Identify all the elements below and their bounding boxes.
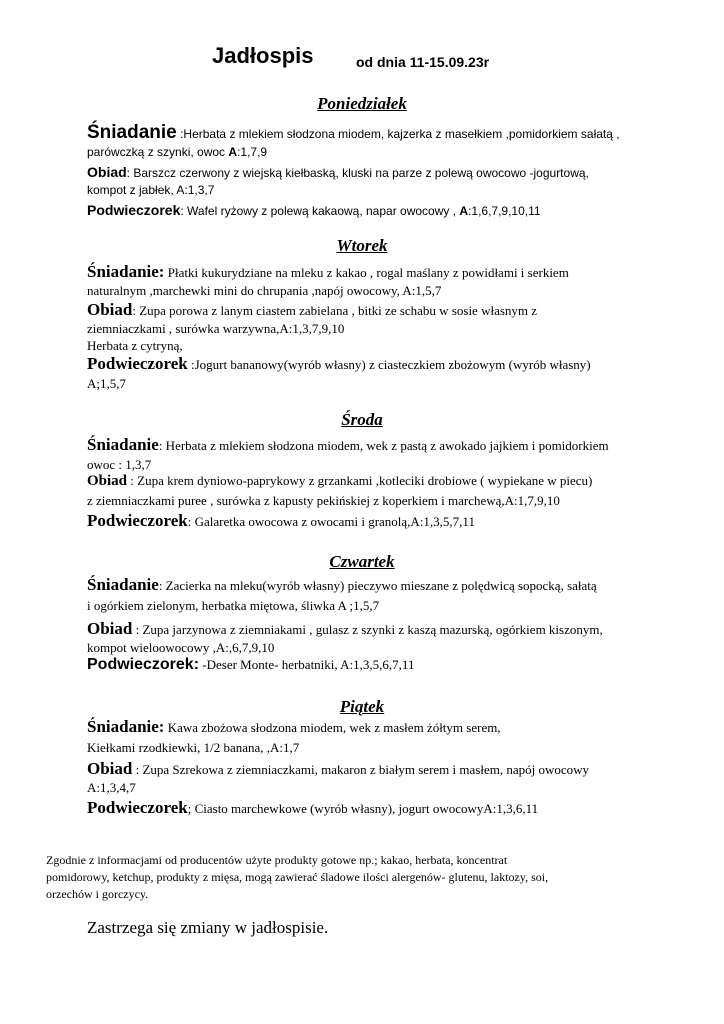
lunch-label: Obiad xyxy=(87,473,128,489)
allergen-label: A xyxy=(459,204,469,218)
monday-breakfast xyxy=(87,122,620,144)
lunch-label: Obiad xyxy=(87,164,127,180)
snack-label: Podwieczorek: xyxy=(87,656,200,673)
snack-text: -Deser Monte- herbatniki, A:1,3,5,6,7,11 xyxy=(199,657,415,672)
friday-lunch-cont: A:1,3,4,7 xyxy=(87,780,136,795)
monday-breakfast-cont xyxy=(87,145,267,159)
day-heading-friday: Piątek xyxy=(339,697,385,716)
snack-label: Podwieczorek xyxy=(87,354,188,373)
breakfast-text: :Herbata z mlekiem słodzona miodem, kajzerka z masełkiem ,pomidorkiem sałatą , xyxy=(176,127,620,141)
snack-text: :Jogurt bananowy(wyrób własny) z ciasteczkiem zbożowym (wyrób własny) xyxy=(187,357,591,372)
snack-text: : Galaretka owocowa z owocami i granolą,A:1,3,5,7,11 xyxy=(187,514,475,529)
monday-lunch-cont: kompot z jabłek, A:1,3,7 xyxy=(87,183,215,197)
lunch-label: Obiad xyxy=(87,300,133,319)
thursday-breakfast-cont: i ogórkiem zielonym, herbatka miętowa, śliwka A ;1,5,7 xyxy=(87,598,380,613)
tuesday-snack-cont: A;1,5,7 xyxy=(87,376,126,391)
wednesday-lunch xyxy=(87,473,592,490)
friday-breakfast xyxy=(87,717,501,737)
friday-breakfast-cont: Kiełkami rzodkiewki, 1/2 banana, ,A:1,7 xyxy=(87,740,300,755)
breakfast-label: Śniadanie xyxy=(87,122,177,143)
tuesday-lunch xyxy=(87,300,537,320)
breakfast-text: Kawa zbożowa słodzona miodem, wek z masłem żółtym serem, xyxy=(164,720,501,735)
thursday-lunch xyxy=(87,619,603,639)
lunch-label: Obiad xyxy=(87,759,133,778)
allergen-list: :1,7,9 xyxy=(237,145,268,159)
snack-text: ; Ciasto marchewkowe (wyrób własny), jogurt owocowyA:1,3,6,11 xyxy=(187,801,539,816)
wednesday-lunch-cont: z ziemniaczkami puree , surówka z kapusty pekińskiej z koperkiem i marchewą,A:1,7,9,10 xyxy=(87,493,560,508)
thursday-snack xyxy=(87,656,414,674)
lunch-text: : Zupa krem dyniowo-paprykowy z grzankami ,kotleciki drobiowe ( wypiekane w piecu) xyxy=(127,473,593,488)
snack-text: : Wafel ryżowy z polewą kakaową, napar owocowy , xyxy=(180,204,460,218)
menu-change-disclaimer: Zastrzega się zmiany w jadłospisie. xyxy=(87,918,329,937)
monday-lunch xyxy=(87,164,589,180)
thursday-breakfast xyxy=(87,575,597,595)
wednesday-breakfast-cont: owoc : 1,3,7 xyxy=(87,457,152,472)
tuesday-breakfast-cont: naturalnym ,marchewki mini do chrupania ,napój owocowy, A:1,5,7 xyxy=(87,283,442,298)
breakfast-text: Płatki kukurydziane na mleku z kakao , rogal maślany z powidłami i serkiem xyxy=(164,265,569,280)
breakfast-label: Śniadanie xyxy=(87,575,159,594)
lunch-text: : Zupa porowa z lanym ciastem zabielana , bitki ze schabu w sosie własnym z xyxy=(132,303,538,318)
friday-snack xyxy=(87,798,538,818)
breakfast-label: Śniadanie: xyxy=(87,717,165,736)
snack-label: Podwieczorek xyxy=(87,202,181,218)
day-heading-wednesday: Środa xyxy=(341,410,383,429)
tuesday-lunch-cont2: Herbata z cytryną, xyxy=(87,338,183,353)
tuesday-breakfast xyxy=(87,262,569,282)
tuesday-snack xyxy=(87,354,591,374)
breakfast-text-cont: parówczką z szynki, owoc xyxy=(87,145,229,159)
day-heading-monday: Poniedziałek xyxy=(317,94,407,113)
breakfast-label: Śniadanie xyxy=(87,435,159,454)
allergen-label: A xyxy=(228,145,238,159)
snack-label: Podwieczorek xyxy=(87,511,188,530)
lunch-label: Obiad xyxy=(87,619,133,638)
day-heading-thursday: Czwartek xyxy=(329,552,395,571)
date-range: od dnia 11-15.09.23r xyxy=(356,54,490,70)
page-title: Jadłospis xyxy=(212,43,314,68)
breakfast-text: : Herbata z mlekiem słodzona miodem, wek z pastą z awokado jajkiem i pomidorkiem xyxy=(158,438,609,453)
allergen-note-line1: Zgodnie z informacjami od producentów użyte produkty gotowe np.; kakao, herbata, koncentrat xyxy=(46,853,508,867)
friday-lunch xyxy=(87,759,589,779)
tuesday-lunch-cont: ziemniaczkami , surówka warzywna,A:1,3,7,9,10 xyxy=(87,321,345,336)
lunch-text: : Zupa Szrekowa z ziemniaczkami, makaron z białym serem i masłem, napój owocowy xyxy=(132,762,590,777)
allergen-list: :1,6,7,9,10,11 xyxy=(468,204,541,218)
monday-snack xyxy=(87,202,541,218)
day-heading-tuesday: Wtorek xyxy=(336,236,388,255)
lunch-text: : Barszcz czerwony z wiejską kiełbaską, kluski na parze z polewą owocowo -jogurtową, xyxy=(126,166,589,180)
snack-label: Podwieczorek xyxy=(87,798,188,817)
allergen-note-line2: pomidorowy, ketchup, produkty z mięsa, mogą zawierać śladowe ilości alergenów- glutenu, laktozy, soi, xyxy=(46,870,549,884)
wednesday-breakfast xyxy=(87,435,609,455)
breakfast-text: : Zacierka na mleku(wyrób własny) pieczywo mieszane z polędwicą sopocką, sałatą xyxy=(158,578,597,593)
thursday-lunch-cont: kompot wieloowocowy ,A:,6,7,9,10 xyxy=(87,640,275,655)
wednesday-snack xyxy=(87,511,475,531)
allergen-note-line3: orzechów i gorczycy. xyxy=(46,887,149,901)
breakfast-label: Śniadanie: xyxy=(87,262,165,281)
lunch-text: : Zupa jarzynowa z ziemniakami , gulasz z szynki z kaszą mazurską, ogórkiem kiszonym, xyxy=(132,622,603,637)
